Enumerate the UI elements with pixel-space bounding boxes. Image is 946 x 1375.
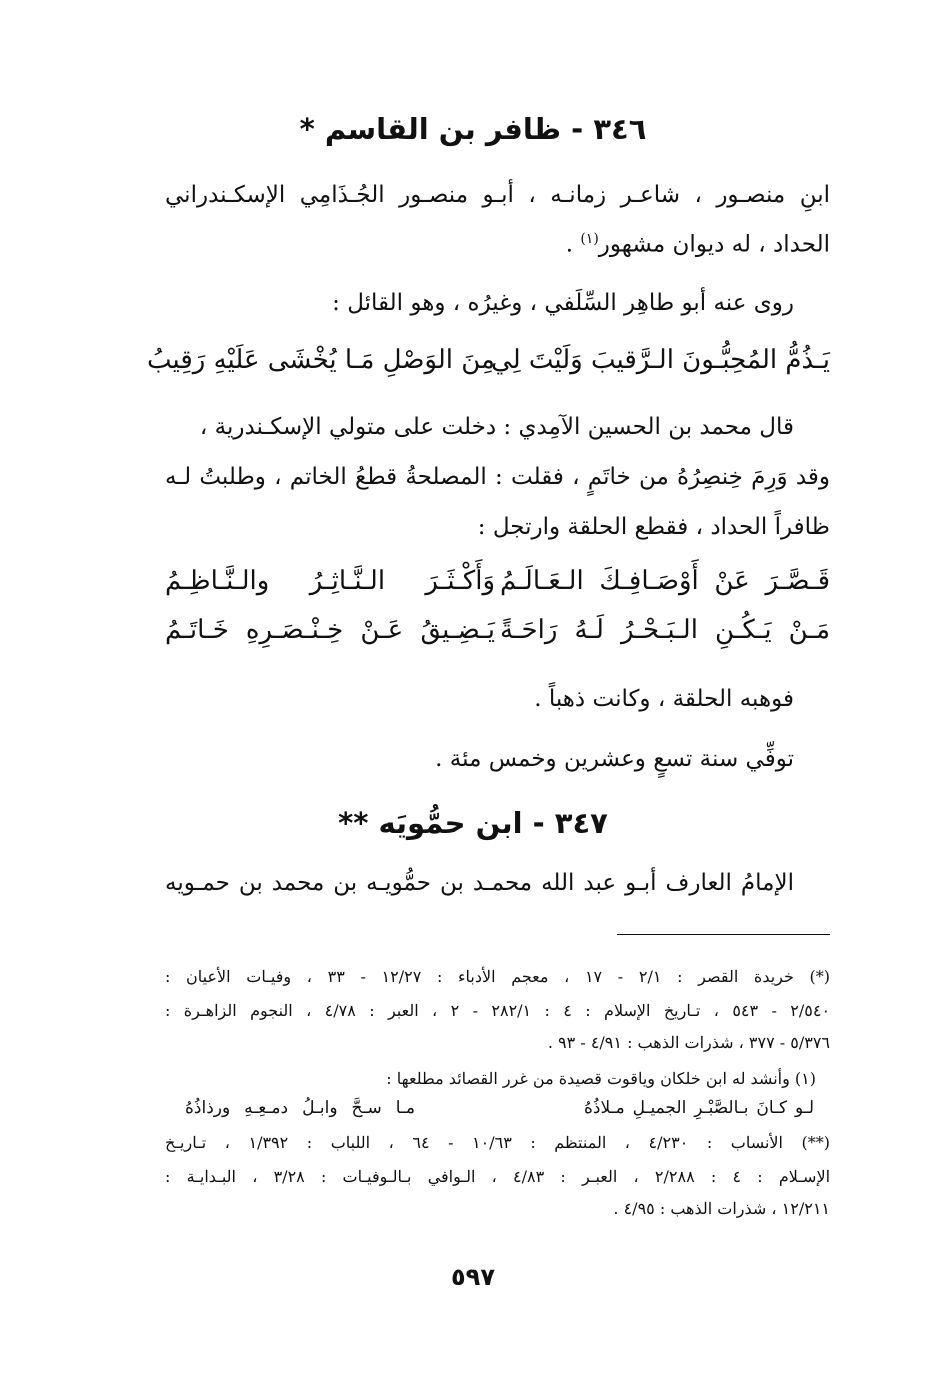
footnote-star-line-3: ٥/٣٧٦ - ٣٧٧ ، شذرات الذهب : ٤/٩١ - ٩٣ . xyxy=(547,1033,830,1052)
footnote-star-line-1: (*) خريدة القصر : ٢/١ - ١٧ ، معجم الأدباء : ١٢/٢٧ - ٣٣ ، وفيـات الأعيان : xyxy=(165,967,831,986)
entry-346-paragraph-1-line-1: ابنِ منصـور ، شاعـر زمانـه ، أبـو منصـور الجُـذَامِي الإسكـندراني xyxy=(165,182,830,208)
footnote-double-star-line-1: (**) الأنساب : ٤/٢٣٠ ، المنتظم : ١٠/٦٣ - ٦٤ ، اللباب : ١/٣٩٢ ، تـاريـخ xyxy=(165,1133,831,1152)
verse-3-first-hemistich: مَـنْ يَـكُـنِ الـبَـحْـرُ لَـهُ رَاحَـةً xyxy=(500,615,830,645)
verse-2-first-hemistich: قَـصَّـرَ عَنْ أَوْصَـافِـكَ الـعَـالَـمُ xyxy=(500,566,830,596)
entry-346-paragraph-4: فوهبه الحلقة ، وكانت ذهباً . xyxy=(534,686,794,712)
entry-346-paragraph-1-line-2 xyxy=(566,222,830,262)
footnote-1-line-1: (١) وأنشد له ابن خلكان وياقوت قصيدة من غرر القصائد مطلعها : xyxy=(386,1069,816,1088)
footnote-star-line-2: ٢/٥٤٠ - ٥٤٣ ، تـاريخ الإسلام : ٤ : ٢٨٢/١ - ٢ ، العبر : ٤/٧٨ ، النجوم الزاهـرة : xyxy=(165,1001,831,1020)
entry-346-paragraph-1-text: الحداد ، له ديوان مشهور xyxy=(598,231,830,258)
entry-347-heading: ٣٤٧ - ابن حمُّويَه ** xyxy=(338,806,608,840)
verse-3-second-hemistich: يَـضِـيقُ عَـنْ خِـنْـصَـرِهِ خَـاتَـمُ xyxy=(165,615,495,645)
footnote-double-star-line-2: الإسـلام : ٤ : ٢/٢٨٨ ، العبـر : ٤/٨٣ ، الـوافي بـالـوفيـات : ٣/٢٨ ، البـدايـة : xyxy=(165,1167,831,1186)
footnote-1-verse-first-hemistich: لـو كـانَ بـالصَّبْـرِ الجميـلِ مـلاذُهُ xyxy=(584,1098,814,1118)
entry-346-paragraph-5: توفِّي سنة تسعٍ وعشرين وخمس مئة . xyxy=(435,746,794,772)
entry-346-paragraph-3-line-1: قال محمد بن الحسين الآمِدي : دخلت على متولي الإسكـندرية ، xyxy=(199,414,794,440)
verse-1-first-hemistich: يَـذُمُّ المُحِبُّـونَ الـرَّقيبَ وَلَيْتَ لِي xyxy=(491,345,830,375)
footnote-1-verse-second-hemistich: مـا سـحَّ وابـلُ دمـعِـهِ ورذاذُهُ xyxy=(185,1098,415,1118)
verse-1-second-hemistich: مِنَ الوَصْلِ مَـا يُخْشَى عَلَيْهِ رَقِيبُ xyxy=(146,345,495,375)
entry-346-paragraph-1-end: . xyxy=(565,231,581,258)
footnote-double-star-line-3: ١٢/٢١١ ، شذرات الذهب : ٤/٩٥ . xyxy=(613,1199,830,1218)
page-number: ٥٩٧ xyxy=(451,1263,495,1291)
verse-2-second-hemistich: وَأَكْـثَـرَ الـنَّـاثِـرُ والـنَّـاظِـمُ xyxy=(165,566,495,596)
entry-347-paragraph-1: الإمامُ العارف أبـو عبد الله محمـد بن حمُّويـه بن محمد بن حمـويه xyxy=(165,870,794,896)
footnote-1-reference: (١) xyxy=(580,231,599,247)
entry-346-heading: ٣٤٦ - ظافر بن القاسم * xyxy=(299,112,647,146)
entry-346-paragraph-2: روى عنه أبو طاهِر السِّلَفي ، وغيرُه ، وهو القائل : xyxy=(332,290,794,316)
entry-346-paragraph-3-line-2: وقد وَرِمَ خِنصِرُهُ من خاتَمٍ ، فقلت : المصلحةُ قطعُ الخاتم ، وطلبتُ لـه xyxy=(165,464,830,490)
footnote-separator xyxy=(617,934,830,935)
entry-346-paragraph-3-line-3: ظافراً الحداد ، فقطع الحلقة وارتجل : xyxy=(477,514,830,540)
